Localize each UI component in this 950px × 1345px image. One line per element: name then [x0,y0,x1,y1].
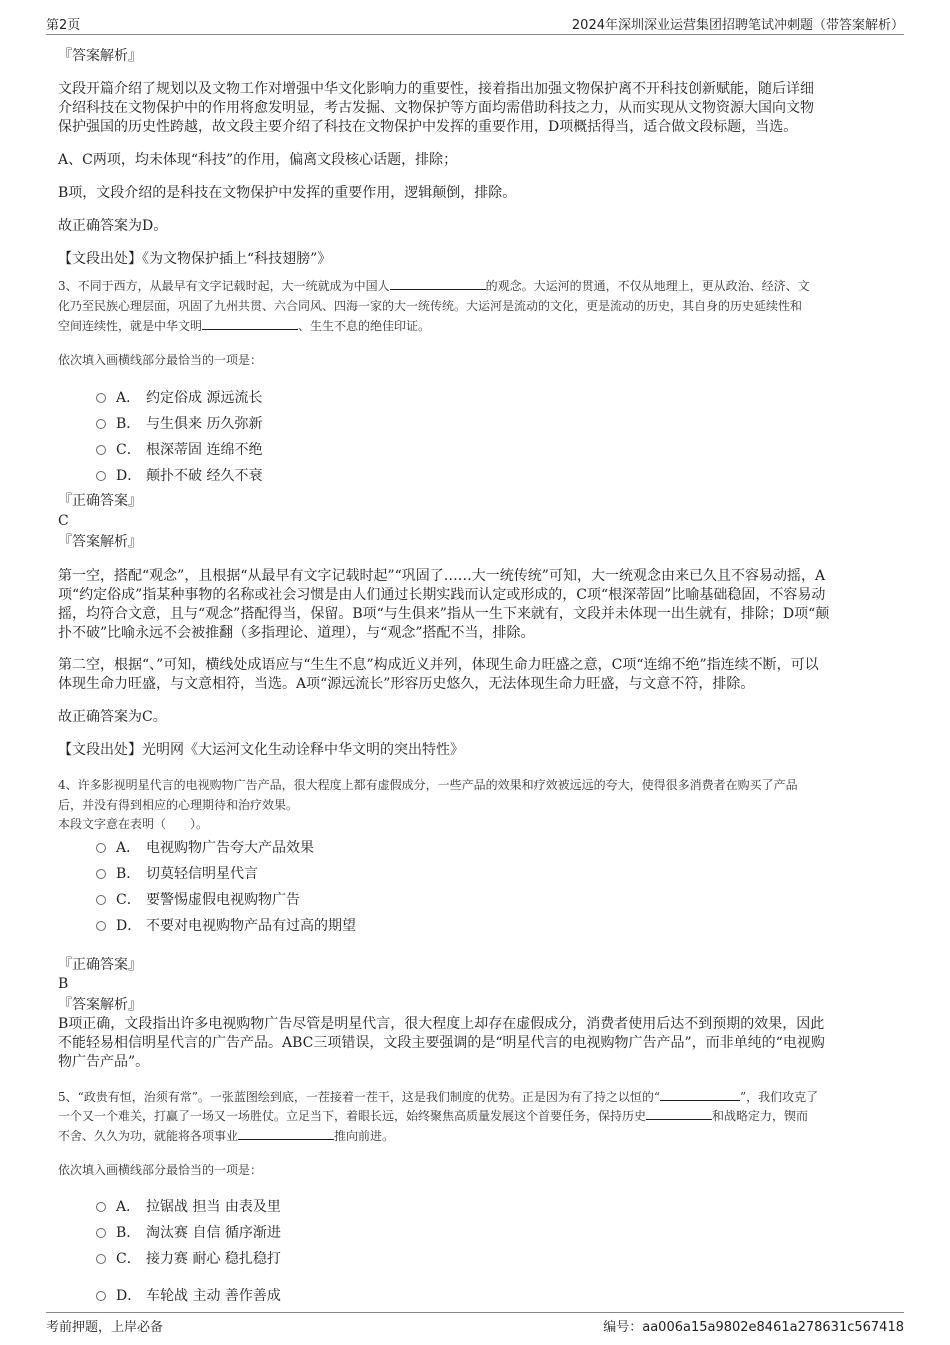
q5-option-b[interactable]: B． 淘汰赛 自信 循序渐进 [96,1222,281,1242]
radio-icon[interactable] [96,1228,106,1238]
q3-prompt: 依次填入画横线部分最恰当的一项是： [58,353,263,367]
radio-icon[interactable] [96,393,106,403]
q3-stem-line-3: 空间连续性，就是中华文明 、生生不息的绝佳印证。 [58,319,431,333]
q5-stem-line-2: 一个又一个难关，打赢了一场又一场胜仗。立足当下，着眼长远，始终聚焦高质量发展这个首要任务，保持历史 和战略定力，锲而 [58,1109,809,1123]
q2-conclusion: 故正确答案为D。 [58,218,168,234]
radio-icon[interactable] [96,419,106,429]
footer-slogan: 考前押题，上岸必备 [46,1320,164,1335]
q4-analysis-line-1: B项正确，文段指出许多电视购物广告尽管是明星代言，很大程度上却存在虚假成分，消费者使用后达不到预期的效果，因此 [58,1016,825,1032]
q3-option-a[interactable]: A． 约定俗成 源远流长 [96,387,262,407]
radio-icon[interactable] [96,843,106,853]
q4-stem-line-2: 后，并没有得到相应的心理期待和治疗效果。 [58,798,299,812]
q2-analysis-ac: A、C两项，均未体现“科技”的作用，偏离文段核心话题，排除； [58,152,458,168]
radio-icon[interactable] [96,921,106,931]
q3-option-d[interactable]: D． 颠扑不破 经久不衰 [96,465,262,485]
q3-answer-label: 『正确答案』 [58,493,142,509]
q5-stem-line-3: 不舍、久久为功，就能将各项事业 推向前进。 [58,1129,395,1143]
q4-analysis-label: 『答案解析』 [58,997,142,1013]
q3-analysis-p1-line-1: 第一空，搭配“观念”，且根据“从最早有文字记载时起”“巩固了……大一统传统”可知，大一统观念由来已久且不容易动摇，A [58,568,826,584]
q4-stem-line-3: 本段文字意在表明（ ）。 [58,817,209,831]
q2-analysis-line-1: 文段开篇介绍了规划以及文物工作对增强中华文化影响力的重要性，接着指出加强文物保护离不开科技创新赋能，随后详细 [58,81,814,97]
q3-blank-1 [390,277,486,290]
page-footer [46,1312,904,1335]
q3-analysis-p2-line-1: 第二空，根据“、”可知，横线处成语应与“生生不息”构成近义并列，体现生命力旺盛之意，C项“连绵不绝”指连续不断，可以 [58,657,819,673]
q3-stem-line-1: 3、不同于西方，从最早有文字记载时起，大一统就成为中国人 的观念。大运河的贯通，不仅从地理上，更从政治、经济、文 [58,279,810,293]
radio-icon[interactable] [96,1291,106,1301]
q4-analysis-line-2: 不能轻易相信明星代言的广告产品。ABC三项错误，文段主要强调的是“明星代言的电视购物广告产品”，而非单纯的“电视购 [58,1035,825,1051]
q4-answer: B [58,976,69,992]
radio-icon[interactable] [96,895,106,905]
q3-analysis-label: 『答案解析』 [58,534,142,550]
q5-option-a[interactable]: A． 拉锯战 担当 由表及里 [96,1196,281,1216]
q2-analysis-line-3: 保护强国的历史性跨越，故文段主要介绍了科技在文物保护中发挥的重要作用，D项概括得当，适合做文段标题，当选。 [58,119,798,135]
q4-stem-line-1: 4、许多影视明星代言的电视购物广告产品，很大程度上都有虚假成分，一些产品的效果和疗效被远远的夸大，使得很多消费者在购买了产品 [58,778,798,792]
q3-option-b[interactable]: B． 与生俱来 历久弥新 [96,413,262,433]
q5-blank-1 [660,1088,740,1101]
q2-analysis-label: 『答案解析』 [58,48,142,64]
q3-analysis-p1-line-4: 扑不破”比喻永远不会被推翻（多指理论、道理），与“观念”搭配不当，排除。 [58,625,535,641]
q3-conclusion: 故正确答案为C。 [58,709,167,725]
q2-source: 【文段出处】《为文物保护插上“科技翅膀”》 [58,251,332,267]
q5-prompt: 依次填入画横线部分最恰当的一项是： [58,1163,263,1177]
q5-option-c[interactable]: C． 接力赛 耐心 稳扎稳打 [96,1248,281,1268]
q4-analysis-line-3: 物广告产品”。 [58,1054,150,1070]
q2-analysis-b: B项，文段介绍的是科技在文物保护中发挥的重要作用，逻辑颠倒，排除。 [58,185,517,201]
q3-stem-line-2: 化乃至民族心理层面，巩固了九州共贯、六合同风、四海一家的大一统传统。大运河是流动的文化，更是流动的历史，其自身的历史延续性和 [58,299,803,313]
q3-analysis-p2-line-2: 体现生命力旺盛，与文意相符，当选。A项“源远流长”形容历史悠久，无法体现生命力旺盛，与文意不符，排除。 [58,676,755,692]
q5-blank-2 [646,1107,712,1120]
q5-stem-line-1: 5、“政贵有恒，治须有常”。一张蓝图绘到底，一茬接着一茬干，这是我们制度的优势。正是因为有了持之以恒的“ ”，我们攻克了 [58,1090,819,1104]
radio-icon[interactable] [96,1254,106,1264]
radio-icon[interactable] [96,1202,106,1212]
q4-option-d[interactable]: D． 不要对电视购物产品有过高的期望 [96,915,356,935]
radio-icon[interactable] [96,869,106,879]
q3-analysis-p1-line-2: 项“约定俗成”指某种事物的名称或社会习惯是由人们通过长期实践而认定或形成的，C项“根深蒂固”比喻基础稳固，不容易动 [58,587,826,603]
q2-analysis-line-2: 介绍科技在文物保护中的作用将愈发明显，考古发掘、文物保护等方面均需借助科技之力，从而实现从文物资源大国向文物 [58,100,814,116]
document-title: 2024年深圳深业运营集团招聘笔试冲刺题（带答案解析） [571,18,904,33]
q3-blank-2 [202,317,298,330]
q5-option-d[interactable]: D． 车轮战 主动 善作善成 [96,1285,281,1305]
q4-answer-label: 『正确答案』 [58,957,142,973]
q4-option-c[interactable]: C． 要警惕虚假电视购物广告 [96,889,300,909]
q4-option-b[interactable]: B． 切莫轻信明星代言 [96,863,258,883]
document-id: 编号：aa006a15a9802e8461a278631c567418 [603,1320,904,1335]
q3-option-c[interactable]: C． 根深蒂固 连绵不绝 [96,439,262,459]
page-header [46,12,904,35]
q5-blank-3 [238,1127,334,1140]
page-number: 第2页 [46,18,81,33]
radio-icon[interactable] [96,471,106,481]
q3-answer: C [58,513,69,529]
q3-source: 【文段出处】光明网《大运河文化生动诠释中华文明的突出特性》 [58,742,464,758]
q4-option-a[interactable]: A． 电视购物广告夸大产品效果 [96,837,314,857]
radio-icon[interactable] [96,445,106,455]
q3-analysis-p1-line-3: 摇，均符合文意，且与“观念”搭配得当，保留。B项“与生俱来”指从一生下来就有，文段并未体现一出生就有，排除；D项“颠 [58,606,830,622]
